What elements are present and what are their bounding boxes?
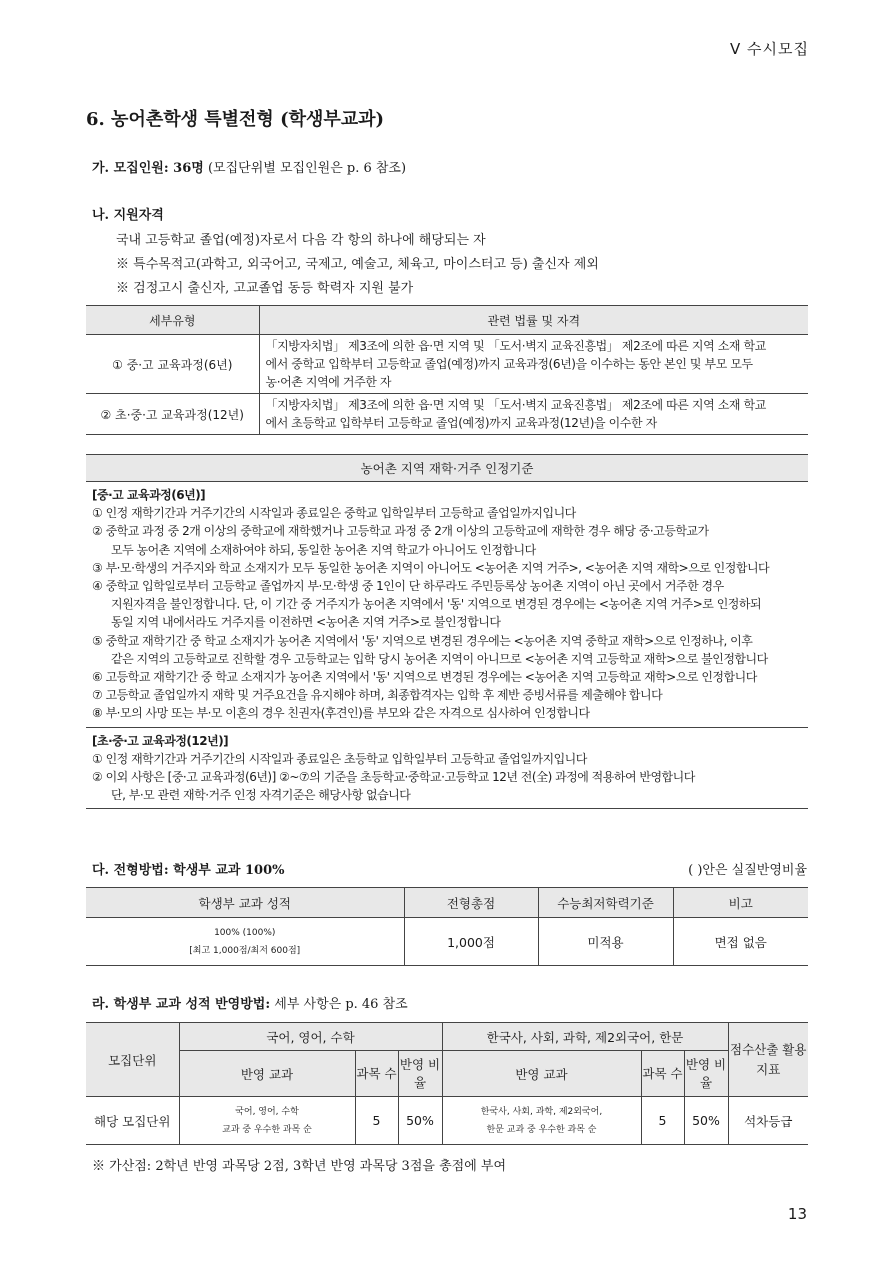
subject-cell <box>442 1097 641 1145</box>
recruit-line <box>92 160 406 178</box>
criteria-item: 같은 지역의 고등학교로 진학할 경우 고등학교는 입학 당시 농어촌 지역이 아니므로 <농어촌 지역 고등학교 재학>으로 불인정합니다 <box>111 651 768 666</box>
criteria-item: ⑦ 고등학교 졸업일까지 재학 및 거주요건을 유지해야 하며, 최종합격자는 입학 후 제반 증빙서류를 제출해야 합니다 <box>92 688 663 703</box>
unit-cell: 해당 모집단위 <box>86 1097 179 1145</box>
desc-line: 에서 중학교 입학부터 고등학교 졸업(예정)까지 교육과정(6년)을 이수하는 동안 본인 및 부모 모두 <box>265 357 753 371</box>
criteria-block-12yr <box>86 727 808 809</box>
table-header: 관련 법률 및 자격 <box>259 306 808 335</box>
criteria-block-6yr <box>86 482 808 727</box>
criteria-item: ⑤ 중학교 재학기간 중 학교 소재지가 농어촌 지역에서 '동' 지역으로 변경된 경우에는 <농어촌 지역 중학교 재학>으로 인정하나, 이후 <box>92 633 753 648</box>
csat-cell: 미적용 <box>538 918 673 966</box>
desc-line: 농·어촌 지역에 거주한 자 <box>265 375 392 389</box>
group-header: 한국사, 사회, 과학, 제2외국어, 한문 <box>442 1023 728 1051</box>
selection-table <box>86 887 808 966</box>
criteria-item: 지원자격을 불인정합니다. 단, 이 기간 중 거주지가 농어촌 지역에서 '동' 지역으로 변경된 경우에는 <농어촌 지역 거주>로 인정하되 <box>111 597 762 612</box>
subject-line: 한국사, 사회, 과학, 제2외국어, <box>480 1106 603 1117</box>
subject-header: 반영 교과 <box>179 1051 355 1097</box>
criteria-item: 동일 지역 내에서라도 거주지를 이전하면 <농어촌 지역 거주>로 불인정합니다 <box>111 615 501 630</box>
desc-cell <box>259 394 808 435</box>
criteria-header: 농어촌 지역 재학·거주 인정기준 <box>86 455 808 482</box>
criteria-item: ⑥ 고등학교 재학기간 중 학교 소재지가 농어촌 지역에서 '동' 지역으로 변경된 경우에는 <농어촌 지역 고등학교 재학>으로 인정합니다 <box>92 670 757 685</box>
desc-line: 「지방자치법」 제3조에 의한 읍·면 지역 및 「도서·벽지 교육진흥법」 제2조에 따른 지역 소재 학교 <box>265 398 766 412</box>
desc-cell <box>259 335 808 394</box>
table-header: 전형총점 <box>404 888 538 918</box>
reflection-line <box>92 996 408 1014</box>
count-header: 과목 수 <box>355 1051 398 1097</box>
recruit-label: 가. 모집인원: 36명 <box>92 161 204 176</box>
score-cell <box>86 918 404 966</box>
count-cell: 5 <box>641 1097 684 1145</box>
subject-header: 반영 교과 <box>442 1051 641 1097</box>
index-cell: 석차등급 <box>728 1097 808 1145</box>
residence-criteria-box <box>86 454 808 809</box>
recruit-note: (모집단위별 모집인원은 p. 6 참조) <box>207 161 407 176</box>
criteria-block-title: [중·고 교육과정(6년)] <box>92 488 206 502</box>
reflection-table <box>86 1022 808 1145</box>
count-header: 과목 수 <box>641 1051 684 1097</box>
criteria-item: ② 중학교 과정 중 2개 이상의 중학교에 재학했거나 고등학교 과정 중 2개 이상의 고등학교에 재학한 경우 해당 중·고등학교가 <box>92 524 709 539</box>
criteria-item: ③ 부·모·학생의 거주지와 학교 소재지가 모두 동일한 농어촌 지역이 아니어도 <농어촌 지역 거주>, <농어촌 지역 재학>으로 인정합니다 <box>92 560 770 575</box>
criteria-item: ① 인정 재학기간과 거주기간의 시작일과 종료일은 초등학교 입학일부터 고등학교 졸업일까지입니다 <box>92 751 587 766</box>
ratio-cell: 50% <box>398 1097 442 1145</box>
subject-cell <box>179 1097 355 1145</box>
criteria-item: 모두 농어촌 지역에 소재하여야 하되, 동일한 농어촌 지역 학교가 아니어도 인정합니다 <box>111 542 536 557</box>
criteria-item: 단, 부·모 관련 재학·거주 인정 자격기준은 해당사항 없습니다 <box>111 788 411 803</box>
eligibility-line: 국내 고등학교 졸업(예정)자로서 다음 각 항의 하나에 해당되는 자 <box>116 233 486 248</box>
table-header: 세부유형 <box>86 306 259 335</box>
criteria-item: ④ 중학교 입학일로부터 고등학교 졸업까지 부·모·학생 중 1인이 단 하루라도 주민등록상 농어촌 지역이 아닌 곳에서 거주한 경우 <box>92 579 724 594</box>
remark-cell: 면접 없음 <box>673 918 808 966</box>
index-header: 점수산출 활용지표 <box>728 1023 808 1097</box>
reflection-label: 라. 학생부 교과 성적 반영방법: <box>92 997 271 1012</box>
table-header: 학생부 교과 성적 <box>86 888 404 918</box>
subject-line: 교과 중 우수한 과목 순 <box>222 1124 312 1135</box>
eligibility-table <box>86 305 808 435</box>
desc-line: 「지방자치법」 제3조에 의한 읍·면 지역 및 「도서·벽지 교육진흥법」 제2조에 따른 지역 소재 학교 <box>265 339 766 353</box>
table-header: 비고 <box>673 888 808 918</box>
selection-note: ( )안은 실질반영비율 <box>688 863 807 878</box>
eligibility-label: 나. 지원자격 <box>92 208 164 223</box>
ratio-cell: 50% <box>684 1097 728 1145</box>
table-row <box>86 394 808 435</box>
group-header: 국어, 영어, 수학 <box>179 1023 442 1051</box>
page-number: 13 <box>787 1205 807 1223</box>
section-title: 6. 농어촌학생 특별전형 (학생부교과) <box>86 109 385 130</box>
score-range: [최고 1,000점/최저 600점] <box>189 945 301 956</box>
type-cell: ① 중·고 교육과정(6년) <box>86 335 259 394</box>
selection-label: 다. 전형방법: 학생부 교과 100% <box>92 863 285 878</box>
eligibility-line: ※ 특수목적고(과학고, 외국어고, 국제고, 예술고, 체육고, 마이스터고 등) 출신자 제외 <box>116 257 599 272</box>
table-row <box>86 918 808 966</box>
count-cell: 5 <box>355 1097 398 1145</box>
table-row <box>86 335 808 394</box>
subject-line: 한문 교과 중 우수한 과목 순 <box>486 1124 597 1135</box>
unit-header: 모집단위 <box>86 1023 179 1097</box>
ratio-header: 반영 비율 <box>398 1051 442 1097</box>
page-header-section: Ⅴ 수시모집 <box>730 40 809 58</box>
total-cell: 1,000점 <box>404 918 538 966</box>
desc-line: 에서 초등학교 입학부터 고등학교 졸업(예정)까지 교육과정(12년)을 이수한 자 <box>265 416 657 430</box>
ratio-header: 반영 비율 <box>684 1051 728 1097</box>
criteria-item: ① 인정 재학기간과 거주기간의 시작일과 종료일은 중학교 입학일부터 고등학교 졸업일까지입니다 <box>92 506 576 521</box>
type-cell: ② 초·중·고 교육과정(12년) <box>86 394 259 435</box>
criteria-block-title: [초·중·고 교육과정(12년)] <box>92 733 229 748</box>
bonus-footnote: ※ 가산점: 2학년 반영 과목당 2점, 3학년 반영 과목당 3점을 총점에 부여 <box>92 1159 507 1174</box>
table-header: 수능최저학력기준 <box>538 888 673 918</box>
reflection-note: 세부 사항은 p. 46 참조 <box>274 997 408 1012</box>
criteria-item: ② 이외 사항은 [중·고 교육과정(6년)] ②~⑦의 기준을 초등학교·중학교·고등학교 12년 전(全) 과정에 적용하여 반영합니다 <box>92 770 695 785</box>
criteria-item: ⑧ 부·모의 사망 또는 부·모 이혼의 경우 친권자(후견인)를 부모와 같은 자격으로 심사하여 인정합니다 <box>92 706 590 721</box>
subject-line: 국어, 영어, 수학 <box>235 1106 299 1117</box>
eligibility-line: ※ 검정고시 출신자, 고교졸업 동등 학력자 지원 불가 <box>116 281 414 296</box>
table-row <box>86 1097 808 1145</box>
score-line: 100% (100%) <box>214 927 276 938</box>
